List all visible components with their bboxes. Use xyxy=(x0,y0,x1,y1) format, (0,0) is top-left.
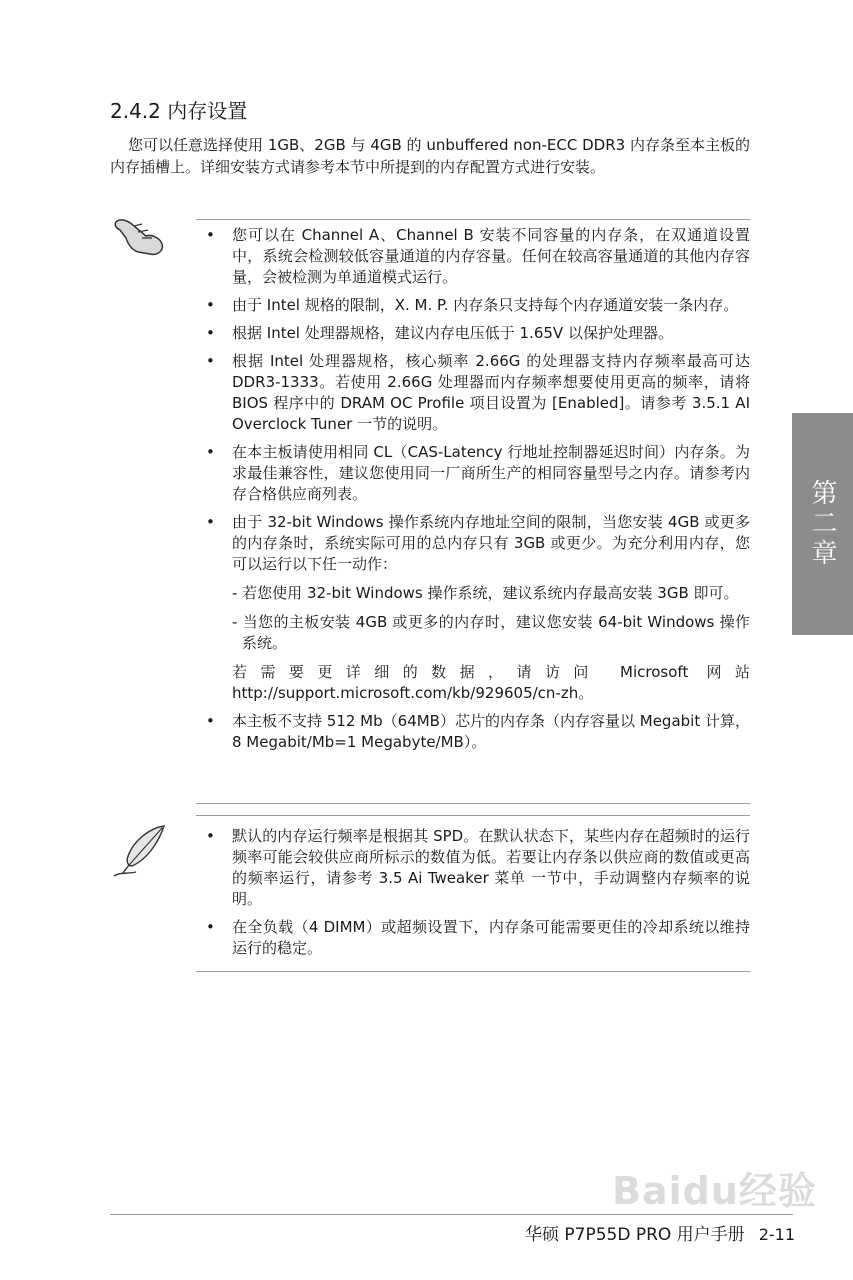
note1-top-divider xyxy=(196,219,750,220)
bullet: • xyxy=(206,443,215,461)
bullet: • xyxy=(206,513,215,531)
bullet: • xyxy=(206,918,215,936)
list-item xyxy=(196,351,750,435)
chapter-tab xyxy=(792,413,853,635)
intro-paragraph: 您可以任意选择使用 1GB、2GB 与 4GB 的 unbuffered non-ECC DDR3 内存条至本主板的内存插槽上。详细安装方式请参考本节中所提到的内存配置方式进行安装。 xyxy=(110,136,750,176)
item-text: 由于 32-bit Windows 操作系统内存地址空间的限制，当您安装 4GB 或更多的内存条时，系统实际可用的总内存只有 3GB 或更少。为充分利用内存，您可以运行以下任一动作： xyxy=(232,513,750,573)
list-item xyxy=(196,295,750,316)
page-number: 2-11 xyxy=(758,1225,795,1244)
hand-pointer-icon xyxy=(112,212,168,258)
list-item xyxy=(196,225,750,288)
item-text: 本主板不支持 512 Mb（64MB）芯片的内存条（内存容量以 Megabit 计算，8 Megabit/Mb=1 Megabyte/MB）。 xyxy=(232,712,750,751)
bullet: • xyxy=(206,226,215,244)
bullet: • xyxy=(206,324,215,342)
feather-pen-icon xyxy=(110,822,170,880)
list-item xyxy=(196,323,750,344)
item-text: 根据 Intel 处理器规格，建议内存电压低于 1.65V 以保护处理器。 xyxy=(232,324,673,342)
page-footer xyxy=(525,1220,795,1245)
microsoft-reference: 若需要更详细的数据，请访问 Microsoft 网站 http://support.microsoft.com/kb/929605/cn-zh。 xyxy=(232,663,750,702)
list-item xyxy=(196,917,750,959)
section-title: 2.4.2 内存设置 xyxy=(110,99,248,123)
sub-item: - 当您的主板安装 4GB 或更多的内存时，建议您安装 64-bit Windows 操作系统。 xyxy=(232,613,750,652)
sub-item: - 若您使用 32-bit Windows 操作系统，建议系统内存最高安装 3GB 即可。 xyxy=(232,584,739,602)
list-item xyxy=(196,442,750,505)
list-item-windows xyxy=(196,512,750,704)
note1-list xyxy=(196,225,750,760)
note2-list xyxy=(196,826,750,966)
baidu-watermark: Baidu经验 xyxy=(612,1169,817,1213)
bullet: • xyxy=(206,712,215,730)
bullet: • xyxy=(206,352,215,370)
item-text: 在全负载（4 DIMM）或超频设置下，内存条可能需要更佳的冷却系统以维持运行的稳定。 xyxy=(232,918,750,957)
bullet: • xyxy=(206,296,215,314)
item-text: 根据 Intel 处理器规格，核心频率 2.66G 的处理器支持内存频率最高可达 DDR3-1333。若使用 2.66G 处理器而内存频率想要使用更高的频率，请将 BIOS 程序中的 DRAM OC Profile 项目设置为 [Enabled]。请参考 3.5.1 AI Overclock Tuner 一节的说明。 xyxy=(232,352,750,433)
footer-divider xyxy=(110,1214,793,1215)
item-text: 由于 Intel 规格的限制，X. M. P. 内存条只支持每个内存通道安装一条内存。 xyxy=(232,296,739,314)
note1-bottom-divider xyxy=(196,803,750,804)
list-item xyxy=(196,711,750,753)
list-item xyxy=(196,826,750,910)
item-text: 在本主板请使用相同 CL（CAS-Latency 行地址控制器延迟时间）内存条。为求最佳兼容性，建议您使用同一厂商所生产的相同容量型号之内存。请参考内存合格供应商列表。 xyxy=(232,443,750,503)
bullet: • xyxy=(206,827,215,845)
item-text: 您可以在 Channel A、Channel B 安装不同容量的内存条，在双通道设置中，系统会检测较低容量通道的内存容量。任何在较高容量通道的其他内存容量，会被检测为单通道模式运行。 xyxy=(232,226,750,286)
note2-top-divider xyxy=(196,815,750,816)
footer-title: 华硕 P7P55D PRO 用户手册 xyxy=(524,1225,745,1245)
note2-bottom-divider xyxy=(196,971,750,972)
chapter-tab-label: 第二章 xyxy=(807,479,837,569)
item-text: 默认的内存运行频率是根据其 SPD。在默认状态下，某些内存在超频时的运行频率可能会较供应商所标示的数值为低。若要让内存条以供应商的数值或更高的频率运行，请参考 3.5 Ai Tweaker 菜单 一节中，手动调整内存频率的说明。 xyxy=(232,827,750,908)
